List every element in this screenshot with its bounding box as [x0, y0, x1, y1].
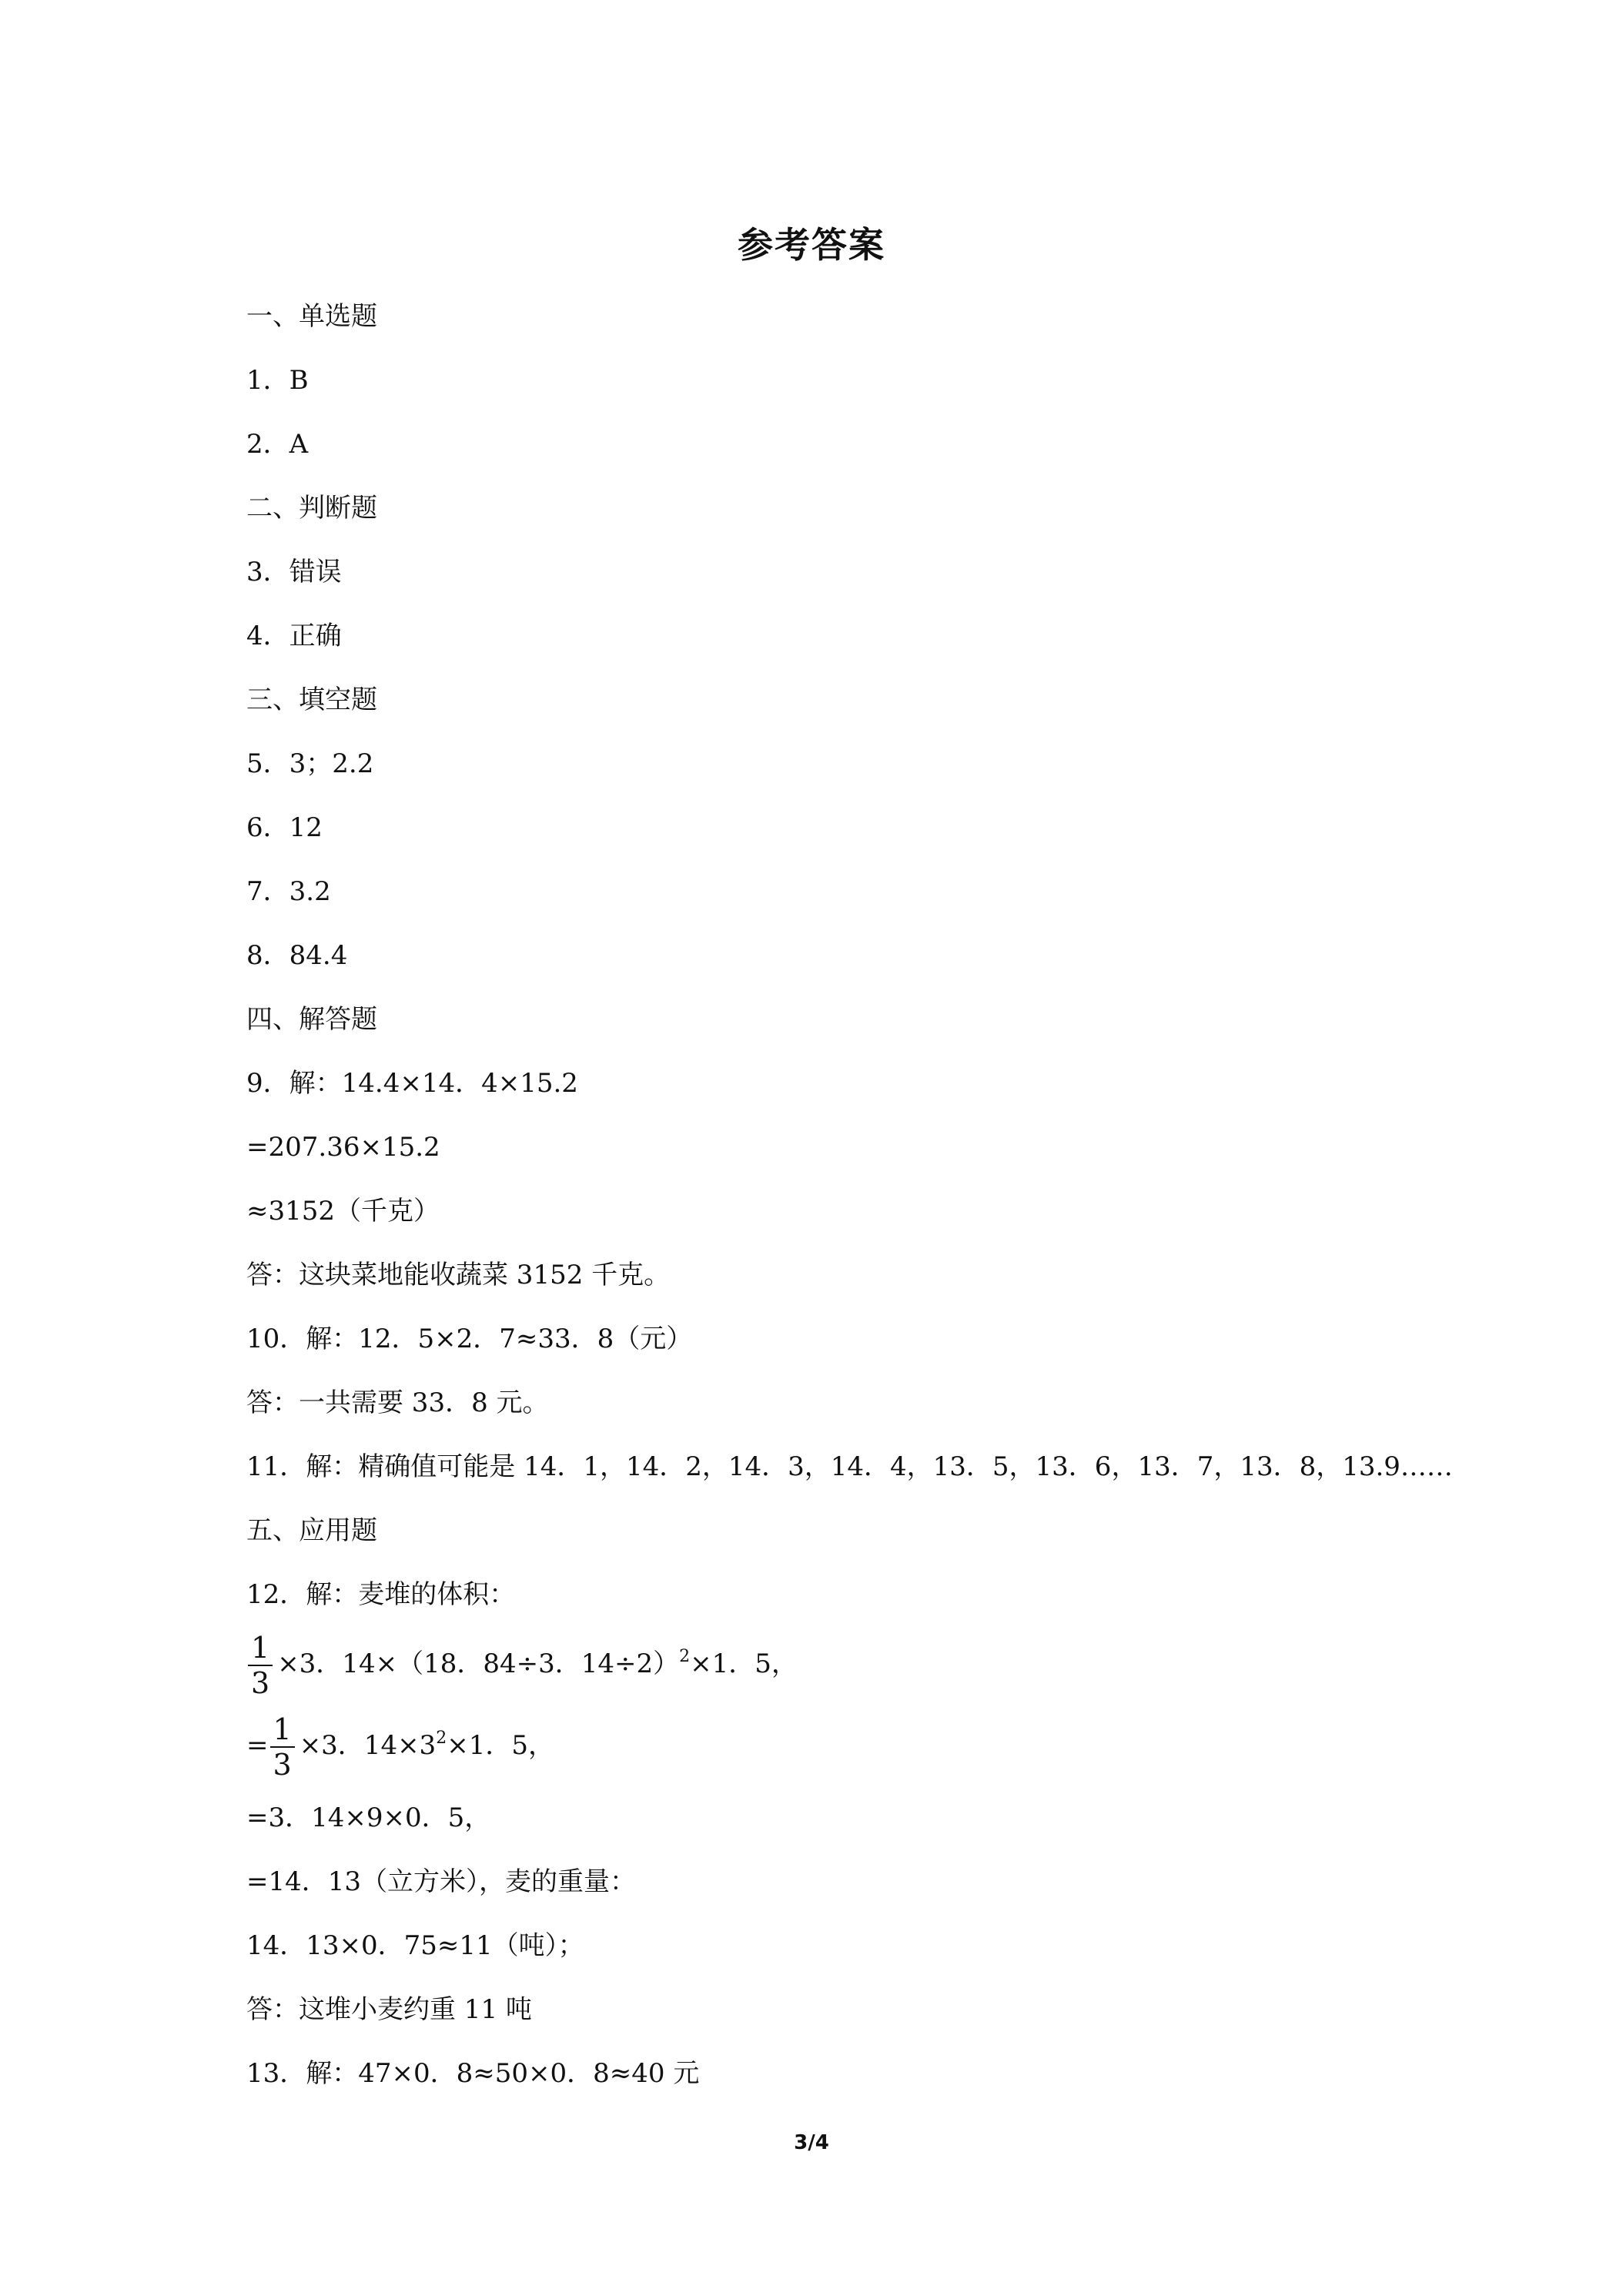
answer-line: 6．12 [246, 812, 323, 843]
answer-line: 1．B [246, 365, 309, 396]
solution-line: =3．14×9×0．5， [246, 1802, 491, 1833]
formula-text: ×1．5， [447, 1730, 554, 1761]
solution-line: ≈3152（千克） [246, 1196, 440, 1227]
solution-line: 10．解：12．5×2．7≈33．8（元） [246, 1324, 693, 1354]
page-number: 3/4 [794, 2131, 829, 2154]
section-heading-single-choice: 一、单选题 [246, 301, 377, 332]
solution-line: 12．解：麦堆的体积： [246, 1579, 516, 1610]
fraction-denominator: 3 [251, 1666, 270, 1700]
section-heading-fill-blank: 三、填空题 [246, 684, 377, 715]
fraction [270, 1712, 295, 1782]
section-heading-true-false: 二、判断题 [246, 493, 377, 524]
formula-line [246, 1712, 554, 1782]
answer-statement: 答：这块菜地能收蔬菜 3152 千克。 [246, 1260, 671, 1290]
exponent: 2 [679, 1647, 691, 1666]
exponent: 2 [436, 1729, 447, 1748]
solution-line: 14．13×0．75≈11（吨）； [246, 1930, 584, 1961]
solution-line: =207.36×15.2 [246, 1132, 440, 1163]
answer-line: 2．A [246, 429, 309, 460]
answer-line: 8．84.4 [246, 940, 348, 971]
fraction-denominator: 3 [273, 1748, 292, 1782]
page-title: 参考答案 [738, 224, 885, 266]
answer-line: 7．3.2 [246, 876, 331, 907]
answer-line: 3．错误 [246, 557, 342, 587]
formula-text: ×3．14×3 [299, 1730, 437, 1761]
solution-line: 13．解：47×0．8≈50×0．8≈40 元 [246, 2058, 700, 2089]
answer-statement: 答：这堆小麦约重 11 吨 [246, 1994, 532, 2025]
answer-statement: 答：一共需要 33．8 元。 [246, 1387, 549, 1418]
formula-text: = [246, 1730, 269, 1761]
solution-line: =14．13（立方米），麦的重量： [246, 1866, 637, 1897]
formula-text: ×3．14×（18．84÷3．14÷2） [277, 1648, 680, 1679]
fraction-numerator: 1 [248, 1631, 273, 1666]
formula-line [246, 1631, 798, 1700]
formula-text: ×1．5， [690, 1648, 798, 1679]
fraction-numerator: 1 [270, 1712, 295, 1748]
section-heading-applications: 五、应用题 [246, 1515, 377, 1546]
section-heading-solutions: 四、解答题 [246, 1004, 377, 1035]
answer-line: 4．正确 [246, 621, 342, 651]
solution-line: 9．解：14.4×14．4×15.2 [246, 1068, 578, 1099]
answer-line: 5．3；2.2 [246, 748, 374, 779]
solution-line: 11．解：精确值可能是 14．1，14．2，14．3，14．4，13．5，13．6，13．7，13．8，13.9…… [246, 1451, 1453, 1482]
fraction [248, 1631, 273, 1700]
